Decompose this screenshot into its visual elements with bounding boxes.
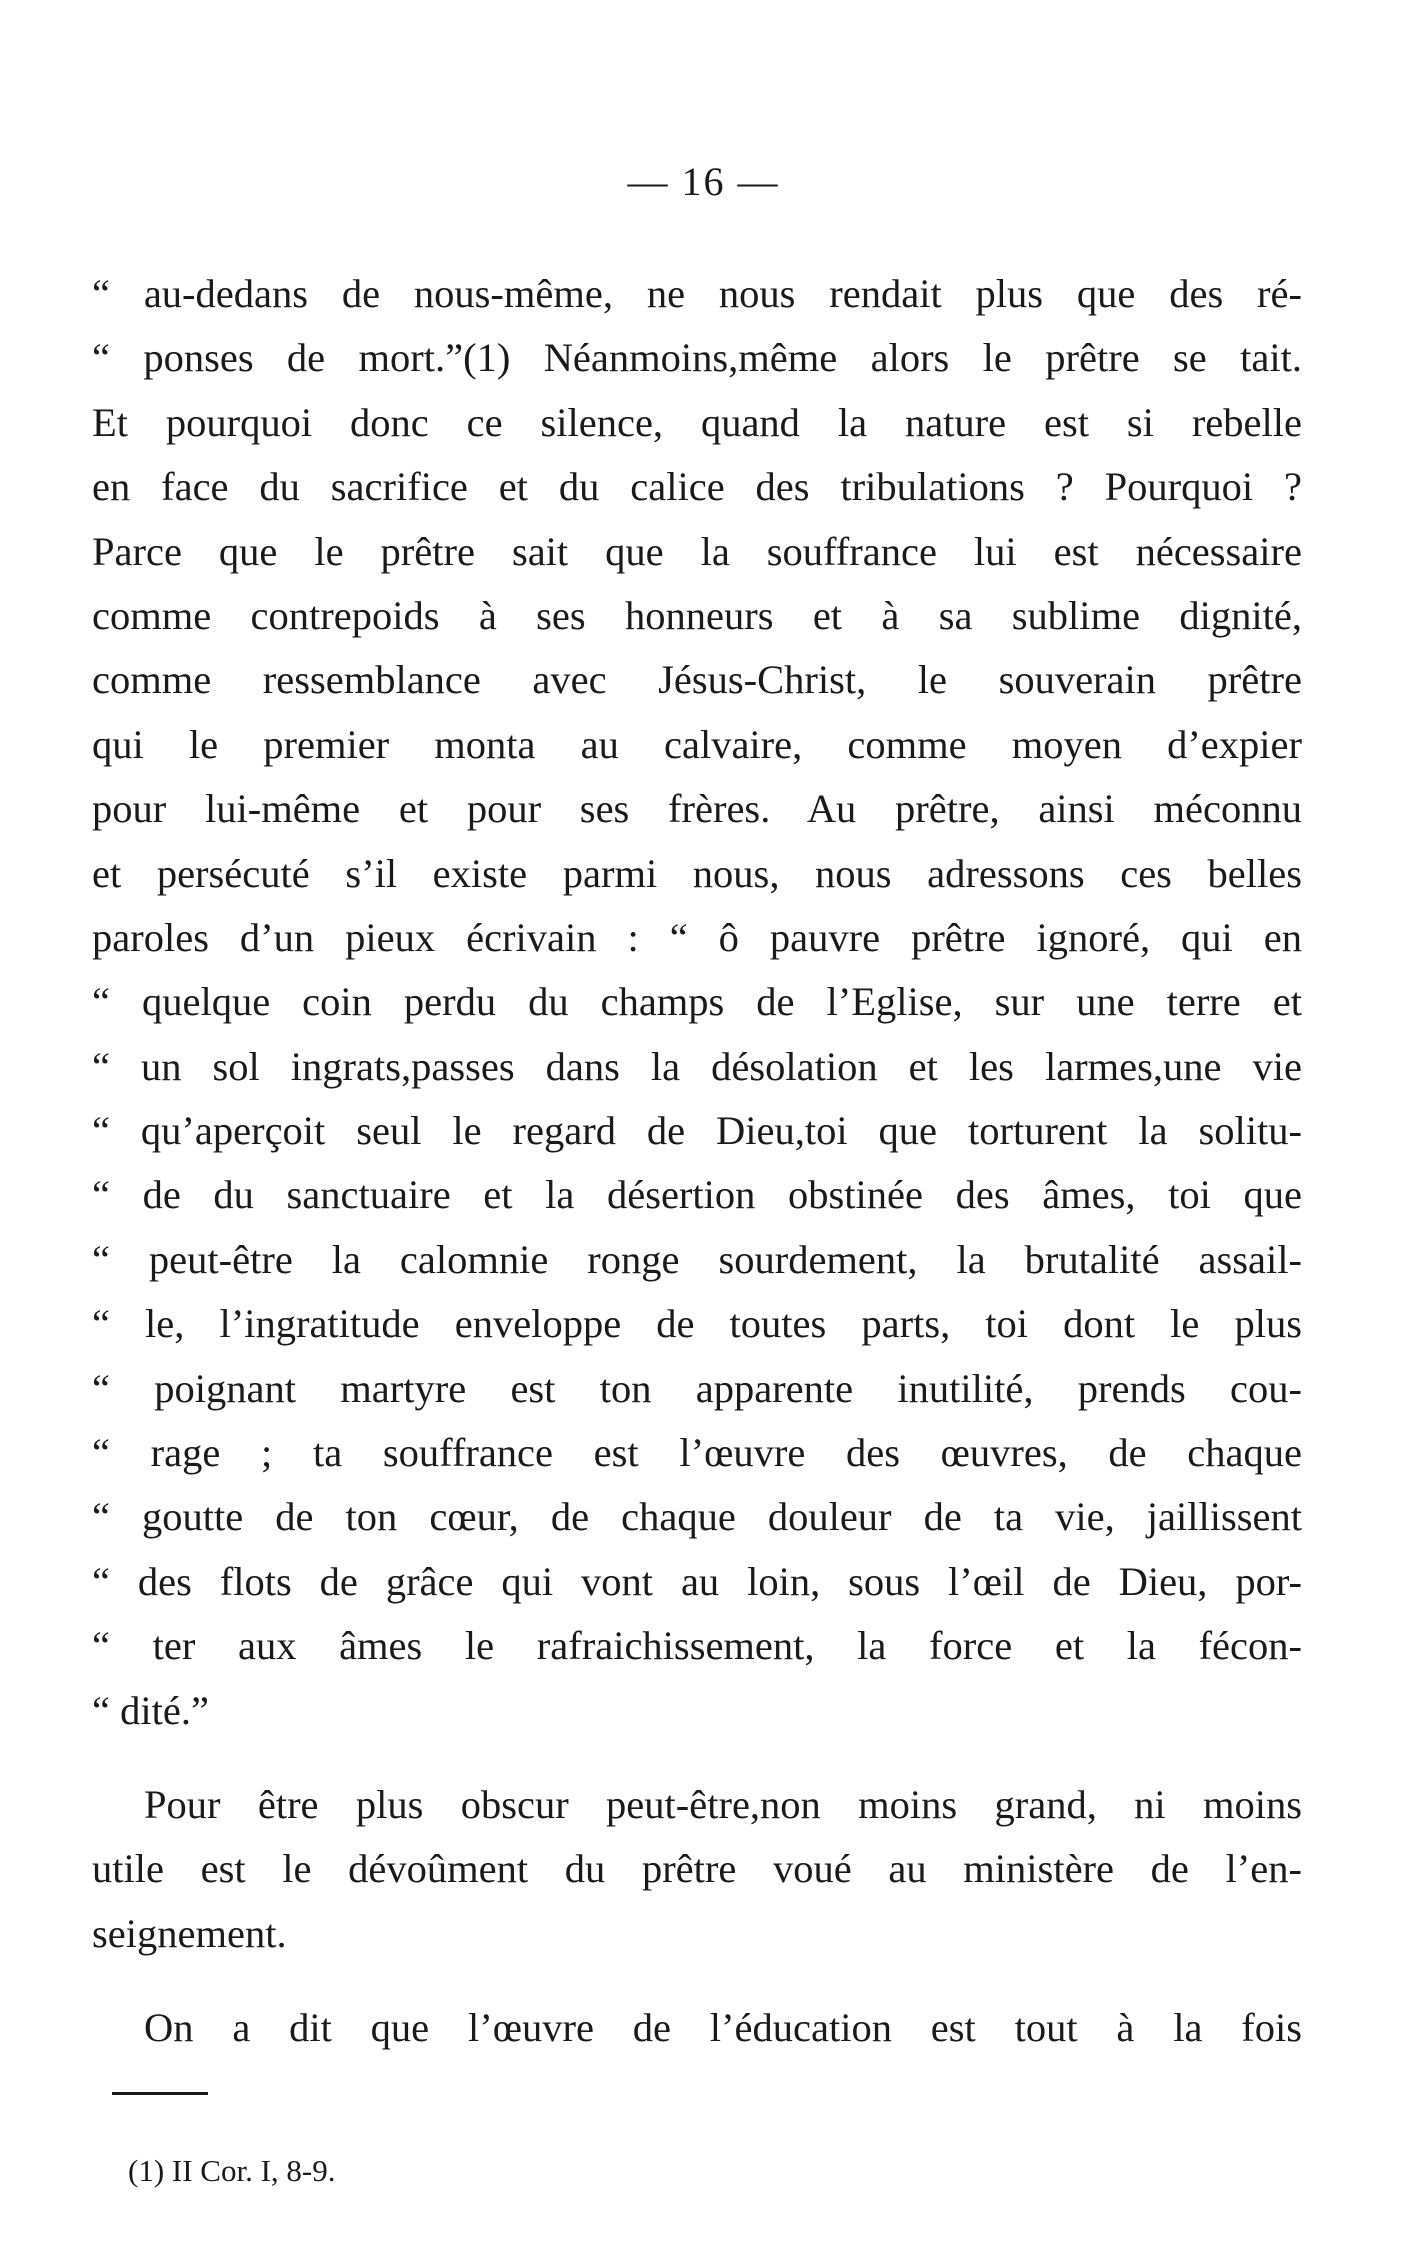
text-line: “ goutte de ton cœur, de chaque douleur de ta vie, jaillissent bbox=[92, 1494, 1302, 1540]
body-text bbox=[92, 262, 1302, 2061]
text-line: “ ter aux âmes le rafraichissement, la force et la fécon- bbox=[92, 1623, 1302, 1669]
text-line: comme ressemblance avec Jésus-Christ, le souverain prêtre bbox=[92, 657, 1302, 703]
text-line: Et pourquoi donc ce silence, quand la nature est si rebelle bbox=[92, 399, 1302, 445]
text-line: “ dité.” bbox=[92, 1687, 209, 1733]
text-line: “ qu’aperçoit seul le regard de Dieu,toi que torturent la solitu- bbox=[92, 1108, 1302, 1154]
text-line: et persécuté s’il existe parmi nous, nous adressons ces belles bbox=[92, 850, 1302, 896]
text-line: en face du sacrifice et du calice des tribulations ? Pourquoi ? bbox=[92, 464, 1302, 510]
text-line: comme contrepoids à ses honneurs et à sa sublime dignité, bbox=[92, 592, 1302, 638]
text-line: “ au-dedans de nous-même, ne nous rendait plus que des ré- bbox=[92, 271, 1302, 316]
text-line: “ de du sanctuaire et la désertion obstinée des âmes, toi que bbox=[92, 1172, 1302, 1218]
text-line: qui le premier monta au calvaire, comme moyen d’expier bbox=[92, 721, 1302, 767]
text-line: “ un sol ingrats,passes dans la désolation et les larmes,une vie bbox=[92, 1043, 1302, 1089]
paragraph-gap bbox=[92, 1966, 1302, 1996]
text-line: utile est le dévoûment du prêtre voué au ministère de l’en- bbox=[92, 1846, 1302, 1892]
text-line: Parce que le prêtre sait que la souffrance lui est nécessaire bbox=[92, 528, 1302, 574]
text-line: “ peut-être la calomnie ronge sourdement, la brutalité assail- bbox=[92, 1236, 1302, 1282]
text-line: seignement. bbox=[92, 1910, 287, 1956]
text-line: Pour être plus obscur peut-être,non moins grand, ni moins bbox=[144, 1781, 1302, 1827]
text-line: “ des flots de grâce qui vont au loin, sous l’œil de Dieu, por- bbox=[92, 1558, 1302, 1604]
footnote: (1) II Cor. I, 8-9. bbox=[128, 2153, 336, 2188]
text-line: “ rage ; ta souffrance est l’œuvre des œuvres, de chaque bbox=[92, 1430, 1302, 1476]
text-line: “ ponses de mort.”(1) Néanmoins,même alors le prêtre se tait. bbox=[92, 335, 1302, 381]
text-line: “ quelque coin perdu du champs de l’Eglise, sur une terre et bbox=[92, 979, 1302, 1025]
paragraph-gap bbox=[92, 1743, 1302, 1773]
text-line: On a dit que l’œuvre de l’éducation est tout à la fois bbox=[144, 2005, 1302, 2051]
text-line: “ le, l’ingratitude enveloppe de toutes parts, toi dont le plus bbox=[92, 1301, 1302, 1347]
footnote-rule bbox=[112, 2092, 208, 2095]
text-line: paroles d’un pieux écrivain : “ ô pauvre prêtre ignoré, qui en bbox=[92, 914, 1302, 960]
text-line: “ poignant martyre est ton apparente inutilité, prends cou- bbox=[92, 1365, 1302, 1411]
text-line: pour lui-même et pour ses frères. Au prêtre, ainsi méconnu bbox=[92, 786, 1302, 832]
page-number: — 16 — bbox=[627, 159, 780, 204]
